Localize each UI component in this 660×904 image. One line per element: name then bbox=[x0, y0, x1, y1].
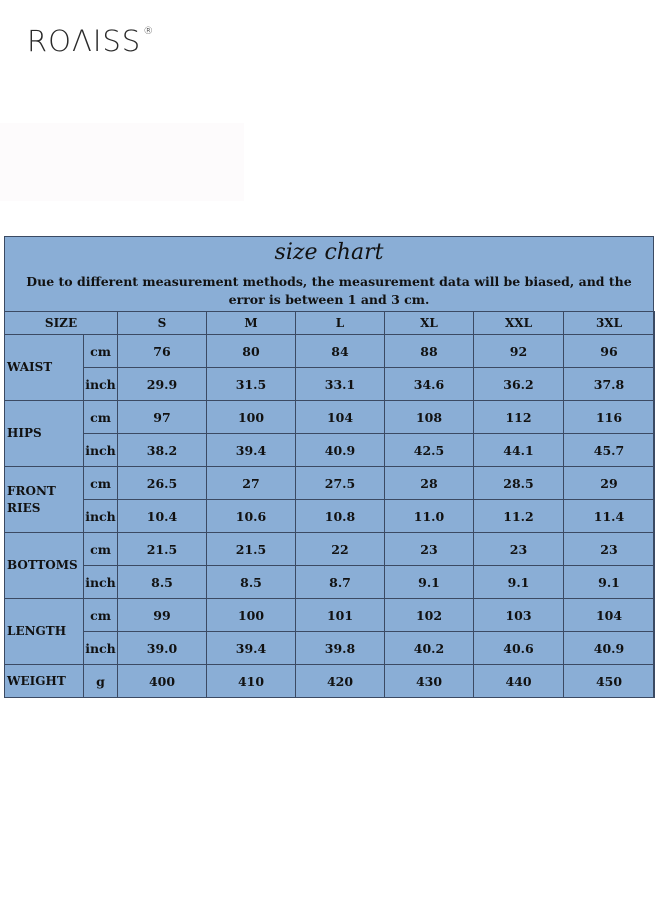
category-cell bbox=[5, 335, 84, 401]
size-col-3xl: 3XL bbox=[564, 312, 655, 335]
value-cell: 38.2 bbox=[118, 434, 207, 467]
value-cell: 10.6 bbox=[207, 500, 296, 533]
measurement-note: Due to different measurement methods, the measurement data will be biased, and the error is between 1 and 3 cm. bbox=[26, 274, 632, 307]
size-col-l: L bbox=[296, 312, 385, 335]
category-cell bbox=[5, 665, 84, 698]
value-cell: 45.7 bbox=[564, 434, 655, 467]
value-cell: 27.5 bbox=[296, 467, 385, 500]
blank-banner bbox=[0, 123, 244, 201]
value-cell: 34.6 bbox=[385, 368, 474, 401]
value-cell: 96 bbox=[564, 335, 655, 368]
size-header: SIZE bbox=[5, 312, 118, 335]
value-cell: 39.8 bbox=[296, 632, 385, 665]
value-cell: 116 bbox=[564, 401, 655, 434]
value-cell: 26.5 bbox=[118, 467, 207, 500]
chart-title: size chart bbox=[274, 240, 384, 265]
value-cell: 97 bbox=[118, 401, 207, 434]
value-cell: 9.1 bbox=[474, 566, 564, 599]
value-cell: 420 bbox=[296, 665, 385, 698]
size-col-xl: XL bbox=[385, 312, 474, 335]
value-cell: 8.7 bbox=[296, 566, 385, 599]
table-row bbox=[5, 599, 655, 632]
value-cell: 10.8 bbox=[296, 500, 385, 533]
value-cell: 440 bbox=[474, 665, 564, 698]
table-row bbox=[5, 434, 655, 467]
table-header-row bbox=[5, 312, 655, 335]
category-label: LENGTH bbox=[7, 624, 67, 638]
value-cell: 100 bbox=[207, 401, 296, 434]
value-cell: 40.9 bbox=[564, 632, 655, 665]
category-label: WEIGHT bbox=[7, 673, 66, 688]
value-cell: 40.2 bbox=[385, 632, 474, 665]
value-cell: 28 bbox=[385, 467, 474, 500]
value-cell: 22 bbox=[296, 533, 385, 566]
size-chart bbox=[4, 236, 654, 698]
value-cell: 40.6 bbox=[474, 632, 564, 665]
value-cell: 28.5 bbox=[474, 467, 564, 500]
value-cell: 410 bbox=[207, 665, 296, 698]
value-cell: 84 bbox=[296, 335, 385, 368]
registered-mark: ® bbox=[143, 26, 155, 37]
unit-cell: cm bbox=[84, 599, 118, 632]
value-cell: 80 bbox=[207, 335, 296, 368]
table-row bbox=[5, 467, 655, 500]
value-cell: 39.4 bbox=[207, 632, 296, 665]
value-cell: 29.9 bbox=[118, 368, 207, 401]
value-cell: 9.1 bbox=[564, 566, 655, 599]
table-row bbox=[5, 566, 655, 599]
value-cell: 39.4 bbox=[207, 434, 296, 467]
category-cell bbox=[5, 599, 84, 665]
unit-cell: cm bbox=[84, 335, 118, 368]
category-label: WAIST bbox=[7, 360, 53, 374]
value-cell: 44.1 bbox=[474, 434, 564, 467]
size-col-s: S bbox=[118, 312, 207, 335]
value-cell: 8.5 bbox=[207, 566, 296, 599]
category-cell bbox=[5, 533, 84, 599]
value-cell: 27 bbox=[207, 467, 296, 500]
value-cell: 100 bbox=[207, 599, 296, 632]
size-col-xxl: XXL bbox=[474, 312, 564, 335]
brand-name: ROΛISS bbox=[27, 24, 142, 58]
table-row bbox=[5, 368, 655, 401]
value-cell: 9.1 bbox=[385, 566, 474, 599]
value-cell: 400 bbox=[118, 665, 207, 698]
value-cell: 11.4 bbox=[564, 500, 655, 533]
category-label: RIES bbox=[7, 500, 41, 515]
unit-cell: cm bbox=[84, 467, 118, 500]
table-row bbox=[5, 401, 655, 434]
unit-cell: inch bbox=[84, 434, 118, 467]
value-cell: 430 bbox=[385, 665, 474, 698]
value-cell: 37.8 bbox=[564, 368, 655, 401]
value-cell: 23 bbox=[385, 533, 474, 566]
unit-cell: cm bbox=[84, 533, 118, 566]
unit-cell: inch bbox=[84, 368, 118, 401]
value-cell: 11.2 bbox=[474, 500, 564, 533]
value-cell: 31.5 bbox=[207, 368, 296, 401]
value-cell: 40.9 bbox=[296, 434, 385, 467]
unit-cell: inch bbox=[84, 632, 118, 665]
value-cell: 33.1 bbox=[296, 368, 385, 401]
value-cell: 101 bbox=[296, 599, 385, 632]
unit-cell: g bbox=[84, 665, 118, 698]
table-row bbox=[5, 533, 655, 566]
value-cell: 21.5 bbox=[207, 533, 296, 566]
value-cell: 10.4 bbox=[118, 500, 207, 533]
value-cell: 99 bbox=[118, 599, 207, 632]
value-cell: 103 bbox=[474, 599, 564, 632]
value-cell: 21.5 bbox=[118, 533, 207, 566]
size-col-m: M bbox=[207, 312, 296, 335]
value-cell: 23 bbox=[474, 533, 564, 566]
table-row bbox=[5, 665, 655, 698]
value-cell: 23 bbox=[564, 533, 655, 566]
value-cell: 102 bbox=[385, 599, 474, 632]
unit-cell: inch bbox=[84, 500, 118, 533]
value-cell: 8.5 bbox=[118, 566, 207, 599]
value-cell: 108 bbox=[385, 401, 474, 434]
value-cell: 36.2 bbox=[474, 368, 564, 401]
value-cell: 42.5 bbox=[385, 434, 474, 467]
value-cell: 76 bbox=[118, 335, 207, 368]
unit-cell: inch bbox=[84, 566, 118, 599]
value-cell: 450 bbox=[564, 665, 655, 698]
unit-cell: cm bbox=[84, 401, 118, 434]
value-cell: 88 bbox=[385, 335, 474, 368]
category-cell bbox=[5, 467, 84, 533]
category-label: HIPS bbox=[7, 426, 42, 440]
table-row bbox=[5, 500, 655, 533]
table-row bbox=[5, 335, 655, 368]
category-cell bbox=[5, 401, 84, 467]
size-table bbox=[4, 311, 655, 698]
value-cell: 112 bbox=[474, 401, 564, 434]
value-cell: 39.0 bbox=[118, 632, 207, 665]
value-cell: 11.0 bbox=[385, 500, 474, 533]
category-label: BOTTOMS bbox=[7, 558, 78, 572]
value-cell: 104 bbox=[564, 599, 655, 632]
table-row bbox=[5, 632, 655, 665]
brand-logo bbox=[27, 24, 154, 58]
value-cell: 29 bbox=[564, 467, 655, 500]
value-cell: 104 bbox=[296, 401, 385, 434]
value-cell: 92 bbox=[474, 335, 564, 368]
category-label: FRONT bbox=[7, 483, 56, 498]
